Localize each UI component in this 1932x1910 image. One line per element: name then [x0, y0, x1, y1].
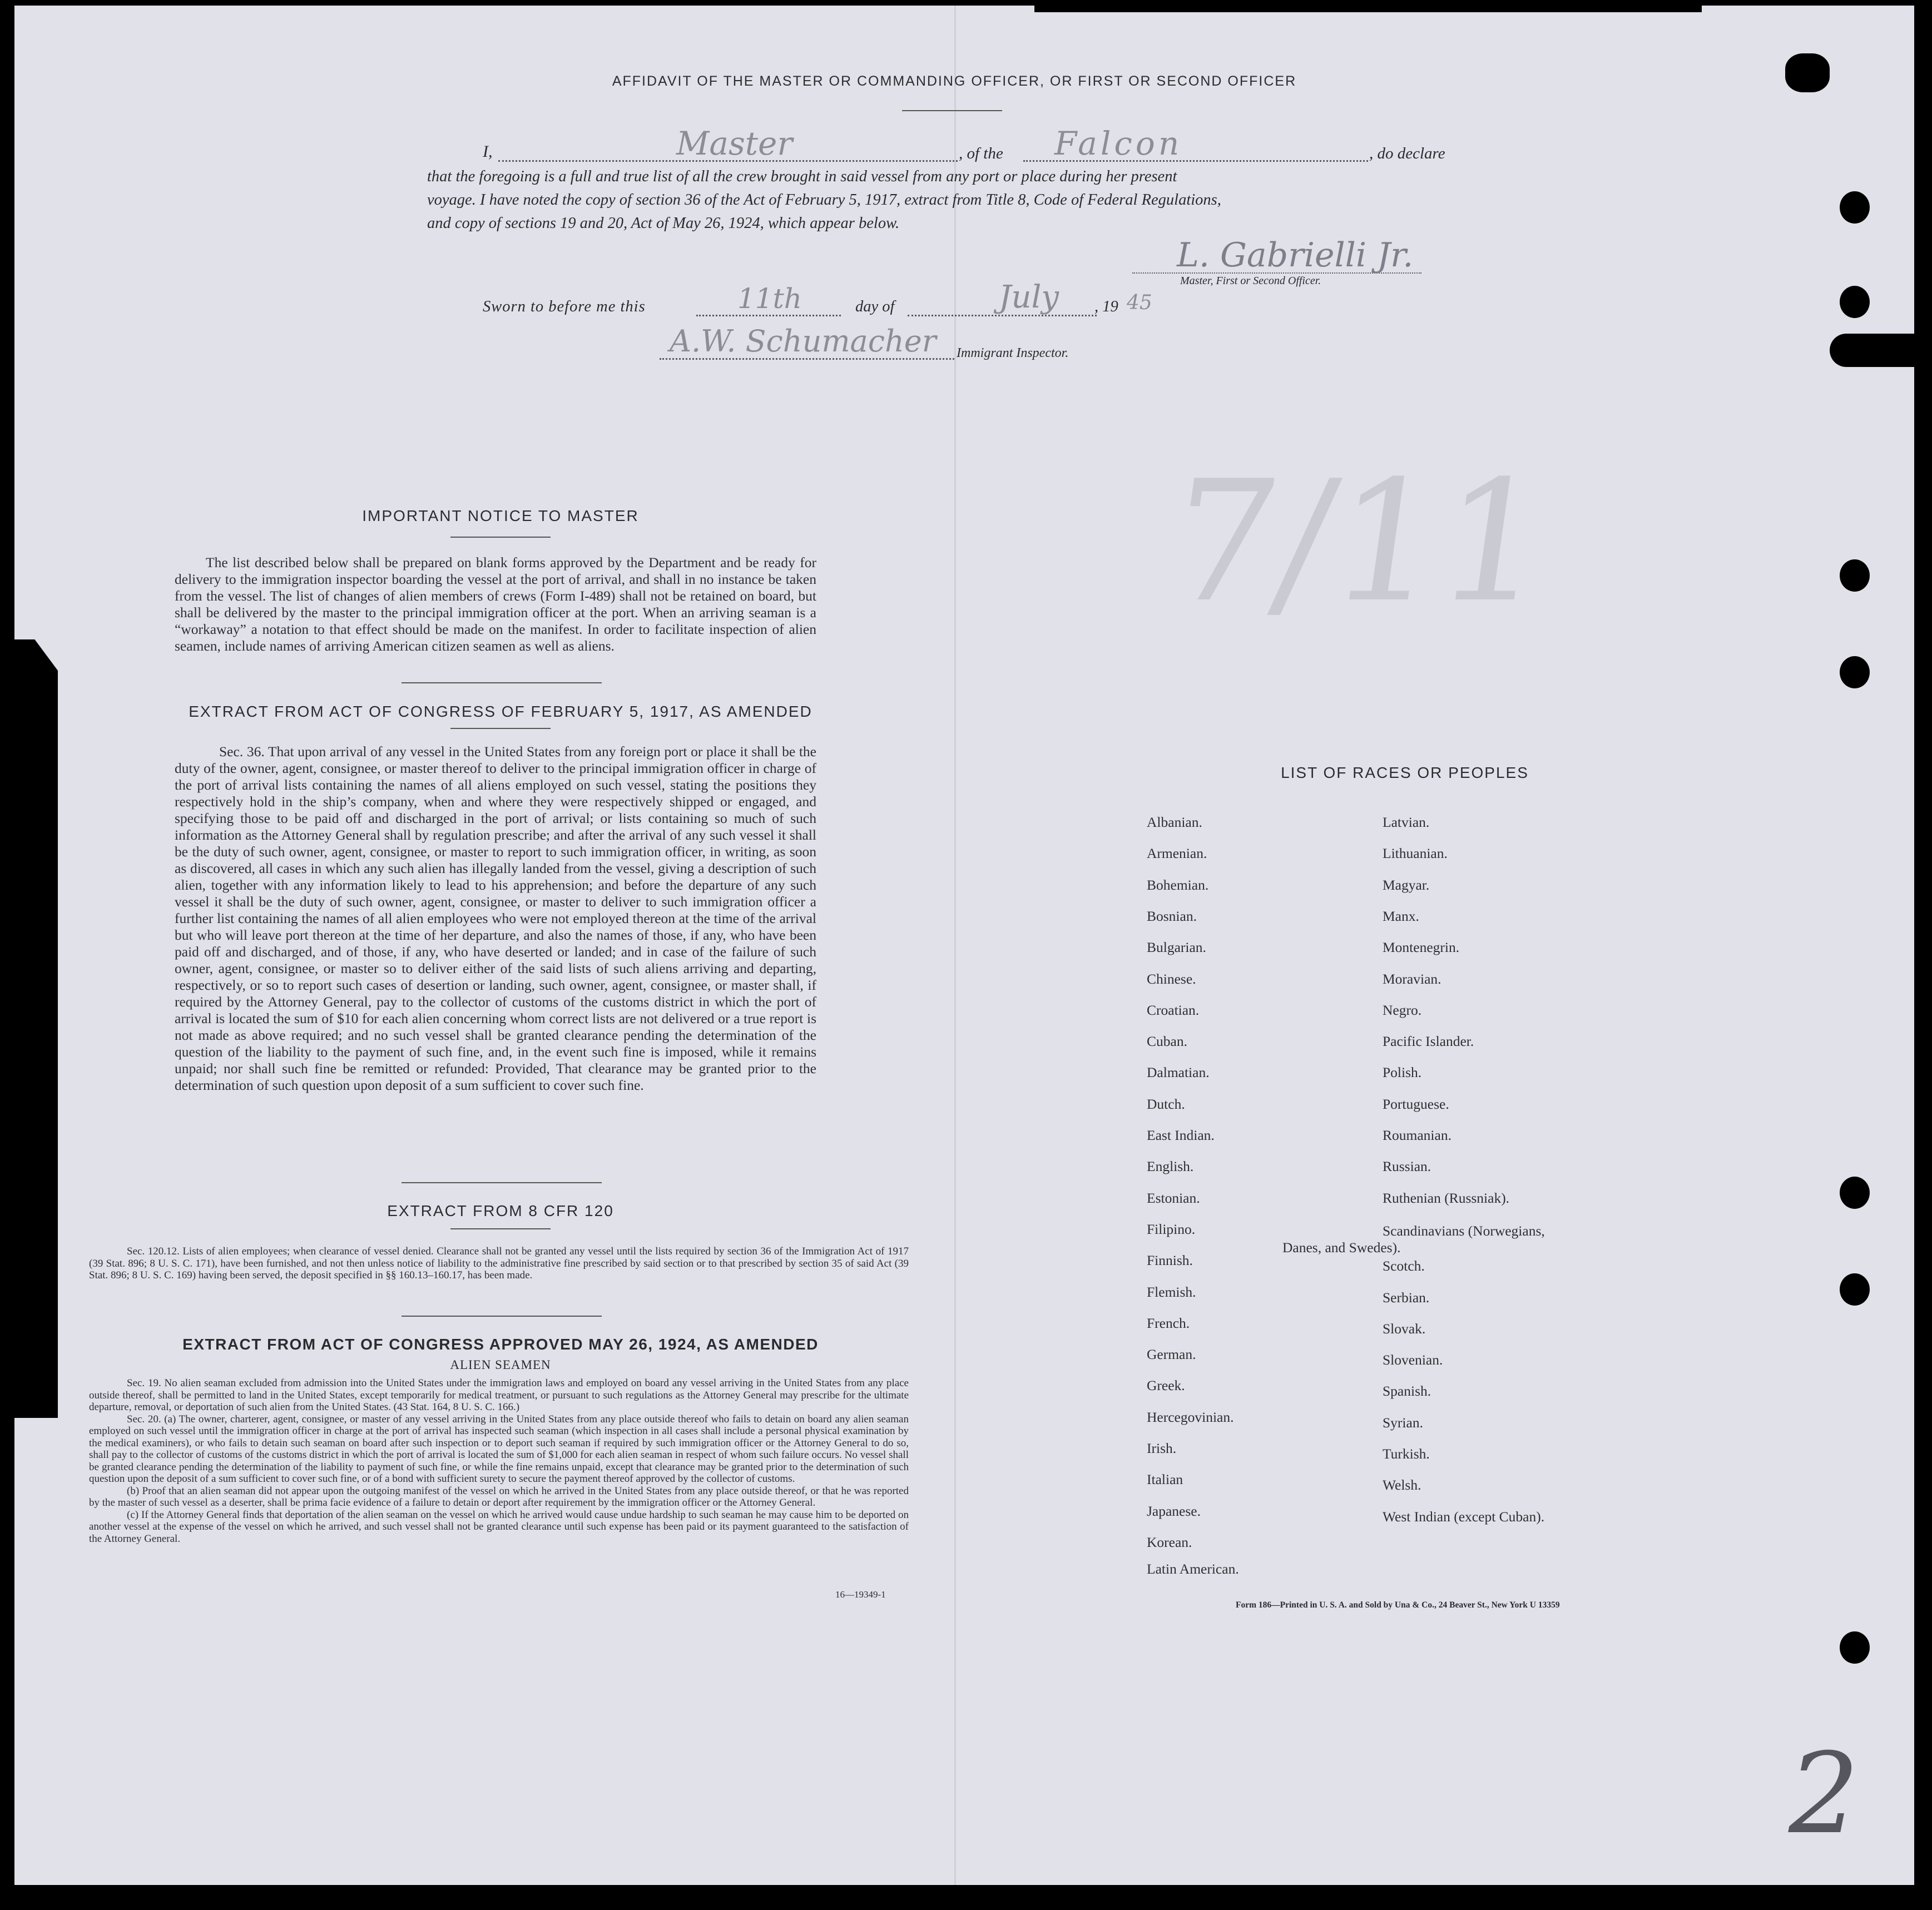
notice-underline: [450, 537, 551, 538]
race-item: Bohemian.: [1147, 876, 1209, 893]
race-item: Dutch.: [1147, 1095, 1185, 1112]
divider-1: [402, 682, 602, 683]
notice-text: The list described below shall be prepared on blank forms approved by the Department and be ready for delivery to the immigration inspector boarding the vessel at the port of arrival, and shall in no instance be taken from the vessel. The list of changes of alien members of crews (Form I-489) shall not be retained on board, but shall be delivered by the master to the principal immigration officer at the port. When an arriving seaman is a “workaway” a notation to that effect should be made on the manifest. In order to facilitate inspection of alien seamen, include names of arriving American citizen seamen as well as aliens.: [175, 554, 816, 654]
sec-120-12-text: Sec. 120.12. Lists of alien employees; when clearance of vessel denied. Clearance shall not be granted any vessel until the lists required by section 36 of the Immigration Act of 1917 (39 Stat. 896; 8 U. S. C. 171), have been furnished, and not then unless notice of liability to the administrative fine prescribed by said section or to that prescribed by section 35 of said Act (39 Stat. 896; 8 U. S. C. 169) having been served, the deposit specified in §§ 160.13–160.17, has been made.: [89, 1246, 909, 1281]
master-signature: L. Gabrielli Jr.: [1177, 236, 1414, 275]
year-handwriting: 45: [1127, 291, 1152, 314]
race-item: Portuguese.: [1383, 1095, 1449, 1112]
title-underline: [902, 110, 1002, 111]
sec-20a-text: Sec. 20. (a) The owner, charterer, agent, consignee, or master of any vessel arriving in the United States from any place outside thereof who fails to detain on board any alien seaman employed on such vessel until the immigration officer in charge at the port of arrival has inspected such seaman (which inspection in all cases shall include a personal physical examination by the medical examiners), or who fails to detain such seaman on board after such inspection or to deport such seaman if required by such immigration officer or the Attorney General to do so, shall pay to the collector of customs of the customs district in which the port of arrival is located the sum of $1,000 for each alien seaman in respect of whom such failure occurs. No vessel shall be granted clearance pending the determination of the liability to payment of such fine, or while the fine remains unpaid, except that clearance may be granted prior to the determination of such question upon the deposit of a sum sufficient to cover such fine, or of a bond with sufficient surety to secure the payment thereof approved by the collector of customs.: [89, 1413, 909, 1485]
race-item: Polish.: [1383, 1064, 1422, 1081]
form-code: 16—19349-1: [835, 1589, 886, 1600]
sec-20c-text: (c) If the Attorney General finds that deportation of the alien seaman on the vessel on which he arrived would cause undue hardship to such seaman he may cause him to be deported on another vessel at the expense of the vessel on which he arrived, and such vessel shall not be granted clearance until such expense has been paid or its payment guaranteed to the satisfaction of the Attorney General.: [89, 1509, 909, 1545]
race-item: Montenegrin.: [1383, 939, 1460, 956]
sec-19-text: Sec. 19. No alien seaman excluded from admission into the United States under the immigration laws and employed on board any vessel arriving in the United States from any place outside thereof, shall be permitted to land in the United States, except temporarily for medical treatment, or pursuant to such regulations as the Attorney General may prescribe for the ultimate departure, removal, or deportation of such alien from the United States. (43 Stat. 164, 8 U. S. C. 166.): [89, 1377, 909, 1413]
margin-note: 7/11: [1157, 445, 1560, 639]
race-item: French.: [1147, 1314, 1190, 1331]
race-item: Negro.: [1383, 1001, 1422, 1018]
affidavit-title: AFFIDAVIT OF THE MASTER OR COMMANDING OFFICER, OR FIRST OR SECOND OFFICER: [612, 73, 1297, 89]
inspector-signature: A.W. Schumacher: [670, 324, 937, 359]
punch-hole: [1840, 191, 1870, 224]
punch-hole: [1840, 1273, 1870, 1306]
race-item: Danes, and Swedes).: [1282, 1239, 1401, 1256]
affidavit-line-3: voyage. I have noted the copy of section 36 of the Act of February 5, 1917, extract from Title 8, Code of Federal Regulations,: [427, 191, 1221, 209]
master-name-handwriting: Master: [676, 125, 793, 162]
race-item: English.: [1147, 1158, 1194, 1175]
race-item: Chinese.: [1147, 970, 1196, 987]
race-item: Dalmatian.: [1147, 1064, 1210, 1081]
race-item: Filipino.: [1147, 1221, 1196, 1237]
sec-20b-text: (b) Proof that an alien seaman did not appear upon the outgoing manifest of the vessel on which he arrived in the United States from any place outside thereof, or that he was reported by the master of such vessel as a deserter, shall be prima facie evidence of a failure to detain or deport after requirement by the immigration officer or the Attorney General.: [89, 1485, 909, 1509]
punch-hole: [1840, 286, 1870, 318]
race-item: Spanish.: [1383, 1383, 1431, 1400]
race-item: Flemish.: [1147, 1283, 1196, 1300]
race-item: Bosnian.: [1147, 907, 1197, 924]
race-item: Roumanian.: [1383, 1127, 1452, 1143]
page-number: 2: [1789, 1729, 1860, 1859]
alien-seamen-subtitle: ALIEN SEAMEN: [450, 1358, 551, 1372]
race-item: Manx.: [1383, 907, 1419, 924]
race-item: Armenian.: [1147, 845, 1207, 862]
race-item: Ruthenian (Russniak).: [1383, 1189, 1510, 1206]
race-item: Korean.: [1147, 1534, 1192, 1550]
page-fold: [954, 6, 956, 1885]
notice-title: IMPORTANT NOTICE TO MASTER: [362, 507, 639, 524]
race-item: West Indian (except Cuban).: [1383, 1508, 1545, 1525]
day-fill-line: [696, 315, 841, 316]
top-edge-tear: [1034, 0, 1702, 12]
race-item: Slovak.: [1383, 1320, 1426, 1337]
race-item: Finnish.: [1147, 1252, 1193, 1269]
left-edge-shadow: [0, 639, 58, 1418]
vessel-name-handwriting: Falcon: [1054, 125, 1183, 162]
race-item: Greek.: [1147, 1377, 1185, 1394]
race-item: Turkish.: [1383, 1446, 1430, 1462]
race-item: Hercegovinian.: [1147, 1408, 1234, 1425]
sec-1924-text: [89, 1377, 909, 1545]
cfr-title: EXTRACT FROM 8 CFR 120: [387, 1202, 614, 1219]
extract-1917-title: EXTRACT FROM ACT OF CONGRESS OF FEBRUARY 5, 1917, AS AMENDED: [189, 703, 813, 720]
race-item: Scandinavians (Norwegians,: [1383, 1223, 1545, 1239]
day-handwriting: 11th: [737, 282, 802, 315]
race-item: Pacific Islander.: [1383, 1033, 1474, 1050]
cfr-underline: [450, 1228, 551, 1229]
extract-1924-title: EXTRACT FROM ACT OF CONGRESS APPROVED MAY 26, 1924, AS AMENDED: [182, 1336, 819, 1353]
race-item: Magyar.: [1383, 876, 1430, 893]
race-item: Russian.: [1383, 1158, 1431, 1175]
race-item: East Indian.: [1147, 1127, 1215, 1143]
affidavit-line-2: that the foregoing is a full and true list of all the crew brought in said vessel from any port or place during her present: [427, 168, 1177, 185]
punch-hole: [1840, 656, 1870, 688]
sec-36-text: Sec. 36. That upon arrival of any vessel in the United States from any foreign port or place it shall be the duty of the owner, agent, consignee, or master thereof to deliver to the principal immigration officer in charge of the port of arrival lists containing the names of all aliens employed on such vessel, stating the positions they respectively hold in the ship’s company, when and where they were respectively shipped or engaged, and specifying those to be paid off and discharged in the port of arrival; or lists containing so much of such information as the Attorney General shall by regulation prescribe; and after the arrival of any such vessel it shall be the duty of such owner, agent, consignee, or master to report to such immigration officer, in writing, as soon as discovered, all cases in which any such alien has illegally landed from the vessel, giving a description of such alien, together with any information likely to lead to his apprehension; and before the departure of any such vessel it shall be the duty of such owner, agent, consignee, or master to deliver to such immigration officer a further list containing the names of all alien employees who were not employed thereon at the time of the arrival but who will leave port thereon at the time of her departure, and also the names of those, if any, who have been paid off and discharged, and of those, if any, who have deserted or landed; and in case of the failure of such owner, agent, consignee, or master so to deliver either of the said lists of such aliens arriving and departing, respectively, or so to report such cases of desertion or landing, such owner, agent, consignee, or master shall, if required by the Attorney General, pay to the collector of customs of the customs district in which the port of arrival is located the sum of $10 for each alien concerning whom correct lists are not delivered or a true report is not made as above required; and no such vessel shall be granted clearance pending the determination of the question of the liability to the payment of such fine, and, in the event such fine is imposed, while it remains unpaid; nor shall such fine be remitted or refunded: Provided, That clearance may be granted prior to the determination of such question upon deposit of a sum sufficient to cover such fine.: [175, 743, 816, 1093]
race-item: Albanian.: [1147, 814, 1202, 830]
race-item: Scotch.: [1383, 1258, 1425, 1274]
race-item: Irish.: [1147, 1440, 1177, 1456]
race-item: Estonian.: [1147, 1189, 1200, 1206]
inspector-label: Immigrant Inspector.: [957, 346, 1069, 360]
punch-hole: [1840, 1631, 1870, 1664]
race-item: Cuban.: [1147, 1033, 1187, 1050]
i-label: I,: [483, 142, 493, 161]
race-item: Serbian.: [1383, 1289, 1430, 1306]
month-handwriting: July: [999, 279, 1059, 315]
form-footer: Form 186—Printed in U. S. A. and Sold by Una & Co., 24 Beaver St., New York U 13359: [1236, 1600, 1560, 1610]
form-page: [14, 6, 1914, 1885]
year-prefix: , 19: [1094, 298, 1118, 315]
race-item: Latvian.: [1383, 814, 1430, 830]
divider-2: [402, 1182, 602, 1183]
race-item: Syrian.: [1383, 1414, 1423, 1431]
race-item: Slovenian.: [1383, 1352, 1443, 1368]
extract-1917-underline: [450, 728, 551, 729]
race-item: Latin American.: [1147, 1561, 1239, 1577]
divider-3: [402, 1316, 602, 1317]
race-item: Bulgarian.: [1147, 939, 1206, 956]
races-title: LIST OF RACES OR PEOPLES: [1281, 764, 1529, 781]
of-the-label: , of the: [959, 145, 1003, 162]
race-item: German.: [1147, 1346, 1196, 1363]
race-item: Welsh.: [1383, 1477, 1421, 1494]
punch-hole: [1840, 1177, 1870, 1209]
race-item: Croatian.: [1147, 1001, 1200, 1018]
race-item: Italian: [1147, 1471, 1183, 1488]
race-item: Japanese.: [1147, 1502, 1201, 1519]
edge-tear: [1785, 53, 1830, 92]
sworn-label: Sworn to before me this: [483, 298, 646, 315]
race-item: Moravian.: [1383, 970, 1441, 987]
race-item: Lithuanian.: [1383, 845, 1448, 862]
punch-hole: [1840, 559, 1870, 592]
master-signature-label: Master, First or Second Officer.: [1180, 275, 1321, 287]
affidavit-line-4: and copy of sections 19 and 20, Act of May 26, 1924, which appear below.: [427, 215, 900, 232]
day-of-label: day of: [855, 298, 895, 315]
edge-tear: [1830, 334, 1932, 367]
do-declare-label: , do declare: [1369, 145, 1445, 162]
